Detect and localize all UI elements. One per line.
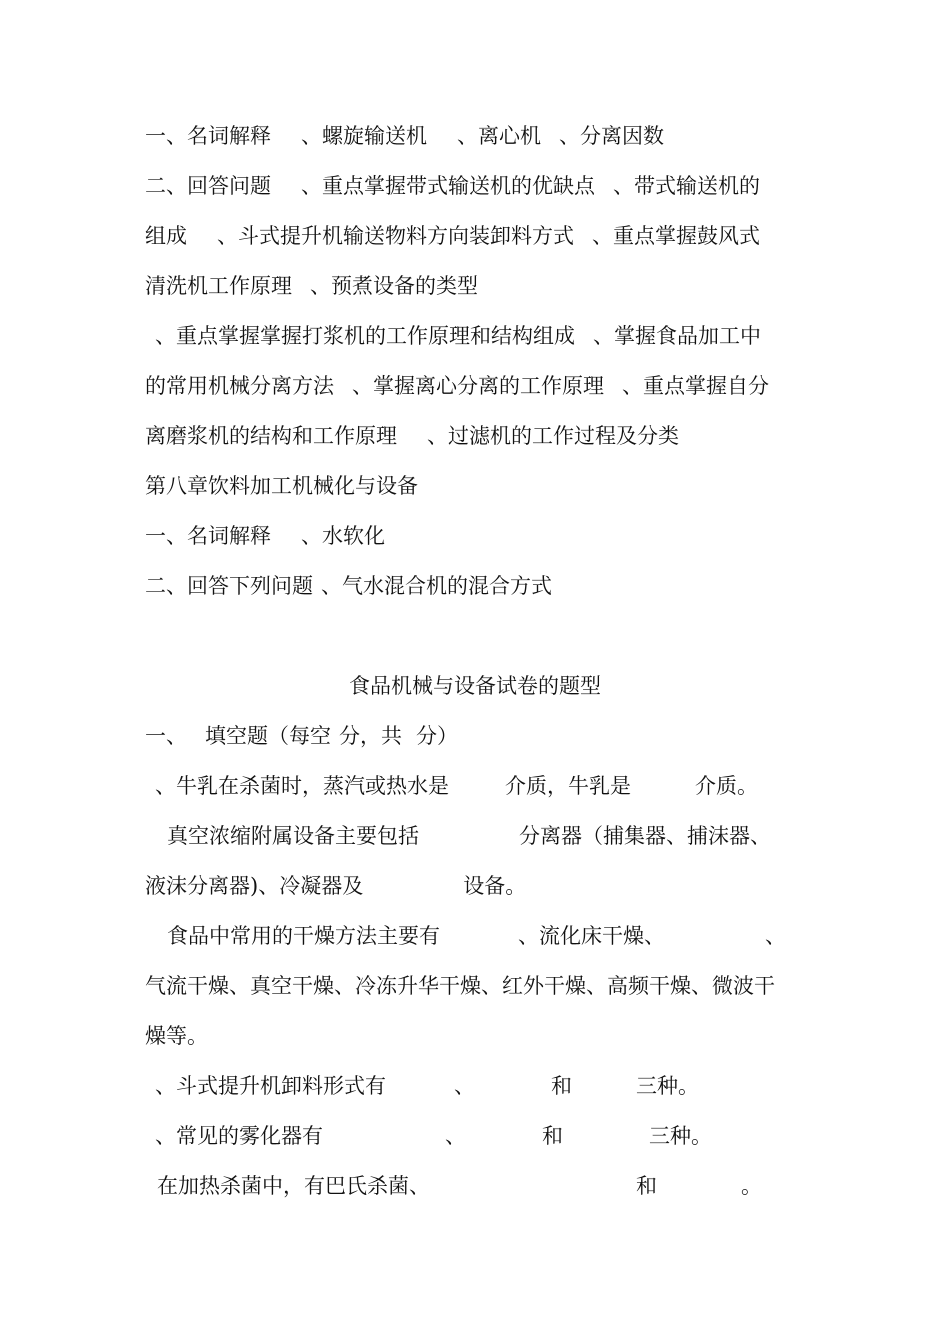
text: 、重点掌握掌握打浆机的工作原理和结构组成 bbox=[155, 324, 575, 348]
text: 、常见的雾化器有 bbox=[155, 1124, 323, 1148]
text: 三种。 bbox=[636, 1074, 699, 1098]
text: 一、名词解释 bbox=[145, 124, 271, 148]
text: 离磨浆机的结构和工作原理 bbox=[145, 424, 397, 448]
text: 一、 bbox=[145, 724, 187, 748]
line-questions-7 bbox=[145, 571, 810, 601]
chapter-heading bbox=[145, 471, 810, 501]
text: 第八章饮料加工机械化与设备 bbox=[145, 474, 418, 498]
question-3-end bbox=[145, 1021, 810, 1051]
text: 清洗机工作原理 bbox=[145, 274, 292, 298]
text: 、重点掌握鼓风式 bbox=[592, 224, 760, 248]
question-6 bbox=[157, 1171, 810, 1201]
text: 和 bbox=[636, 1174, 657, 1198]
text: 、斗式提升机输送物料方向装卸料方式 bbox=[217, 224, 574, 248]
text: 的常用机械分离方法 bbox=[145, 374, 334, 398]
question-5 bbox=[155, 1121, 810, 1151]
text: 、牛乳在杀菌时，蒸汽或热水是 bbox=[155, 774, 449, 798]
line-terms-2 bbox=[145, 521, 810, 551]
question-1 bbox=[155, 771, 810, 801]
text: 分） bbox=[416, 724, 458, 748]
text: 、过滤机的工作过程及分类 bbox=[427, 424, 679, 448]
text: 、 bbox=[765, 924, 786, 948]
line-terms-1 bbox=[145, 121, 810, 151]
text: 介质。 bbox=[695, 774, 758, 798]
line-questions-2 bbox=[145, 221, 810, 251]
text: 、带式输送机的 bbox=[613, 174, 760, 198]
text: 、水软化 bbox=[301, 524, 385, 548]
text: 、气水混合机的混合方式 bbox=[321, 574, 552, 598]
question-3 bbox=[167, 921, 810, 951]
text: 气流干燥、真空干燥、冷冻升华干燥、红外干燥、高频干燥、微波干 bbox=[145, 974, 775, 998]
text: 、流化床干燥、 bbox=[518, 924, 665, 948]
text: 二、回答下列问题 bbox=[145, 574, 313, 598]
text: 。 bbox=[741, 1174, 762, 1198]
text: 、掌握离心分离的工作原理 bbox=[352, 374, 604, 398]
text: 和 bbox=[551, 1074, 572, 1098]
text: 、离心机 bbox=[457, 124, 541, 148]
text: 食品机械与设备试卷的题型 bbox=[349, 674, 601, 698]
text: 、 bbox=[445, 1124, 466, 1148]
question-2-cont bbox=[145, 871, 810, 901]
exam-title bbox=[0, 671, 950, 701]
text: 、斗式提升机卸料形式有 bbox=[155, 1074, 386, 1098]
section-fill-blank bbox=[145, 721, 810, 751]
text: 、预煮设备的类型 bbox=[310, 274, 478, 298]
text: 和 bbox=[542, 1124, 563, 1148]
text: 、分离因数 bbox=[559, 124, 664, 148]
text: 液沫分离器)、冷凝器及 bbox=[145, 874, 364, 898]
text: 食品中常用的干燥方法主要有 bbox=[167, 924, 440, 948]
text: 一、名词解释 bbox=[145, 524, 271, 548]
text: 分离器（捕集器、捕沫器、 bbox=[519, 824, 771, 848]
text: 、重点掌握带式输送机的优缺点 bbox=[301, 174, 595, 198]
text: 、重点掌握自分 bbox=[622, 374, 769, 398]
text: 三种。 bbox=[649, 1124, 712, 1148]
line-questions-6 bbox=[145, 421, 810, 451]
text: 燥等。 bbox=[145, 1024, 208, 1048]
question-2 bbox=[167, 821, 810, 851]
text: 二、回答问题 bbox=[145, 174, 271, 198]
line-questions-4 bbox=[155, 321, 810, 351]
text: 组成 bbox=[145, 224, 187, 248]
text: 填空题（每空 bbox=[205, 724, 331, 748]
question-3-cont bbox=[145, 971, 810, 1001]
question-4 bbox=[155, 1071, 810, 1101]
text: 介质，牛乳是 bbox=[505, 774, 631, 798]
text: 在加热杀菌中，有巴氏杀菌、 bbox=[157, 1174, 430, 1198]
text: 、 bbox=[454, 1074, 475, 1098]
text: 、掌握食品加工中 bbox=[593, 324, 761, 348]
line-questions-5 bbox=[145, 371, 810, 401]
line-questions-3 bbox=[145, 271, 810, 301]
text: 、螺旋输送机 bbox=[301, 124, 427, 148]
text: 设备。 bbox=[463, 874, 527, 898]
line-questions-1 bbox=[145, 171, 810, 201]
text: 真空浓缩附属设备主要包括 bbox=[167, 824, 419, 848]
text: 分，共 bbox=[339, 724, 402, 748]
